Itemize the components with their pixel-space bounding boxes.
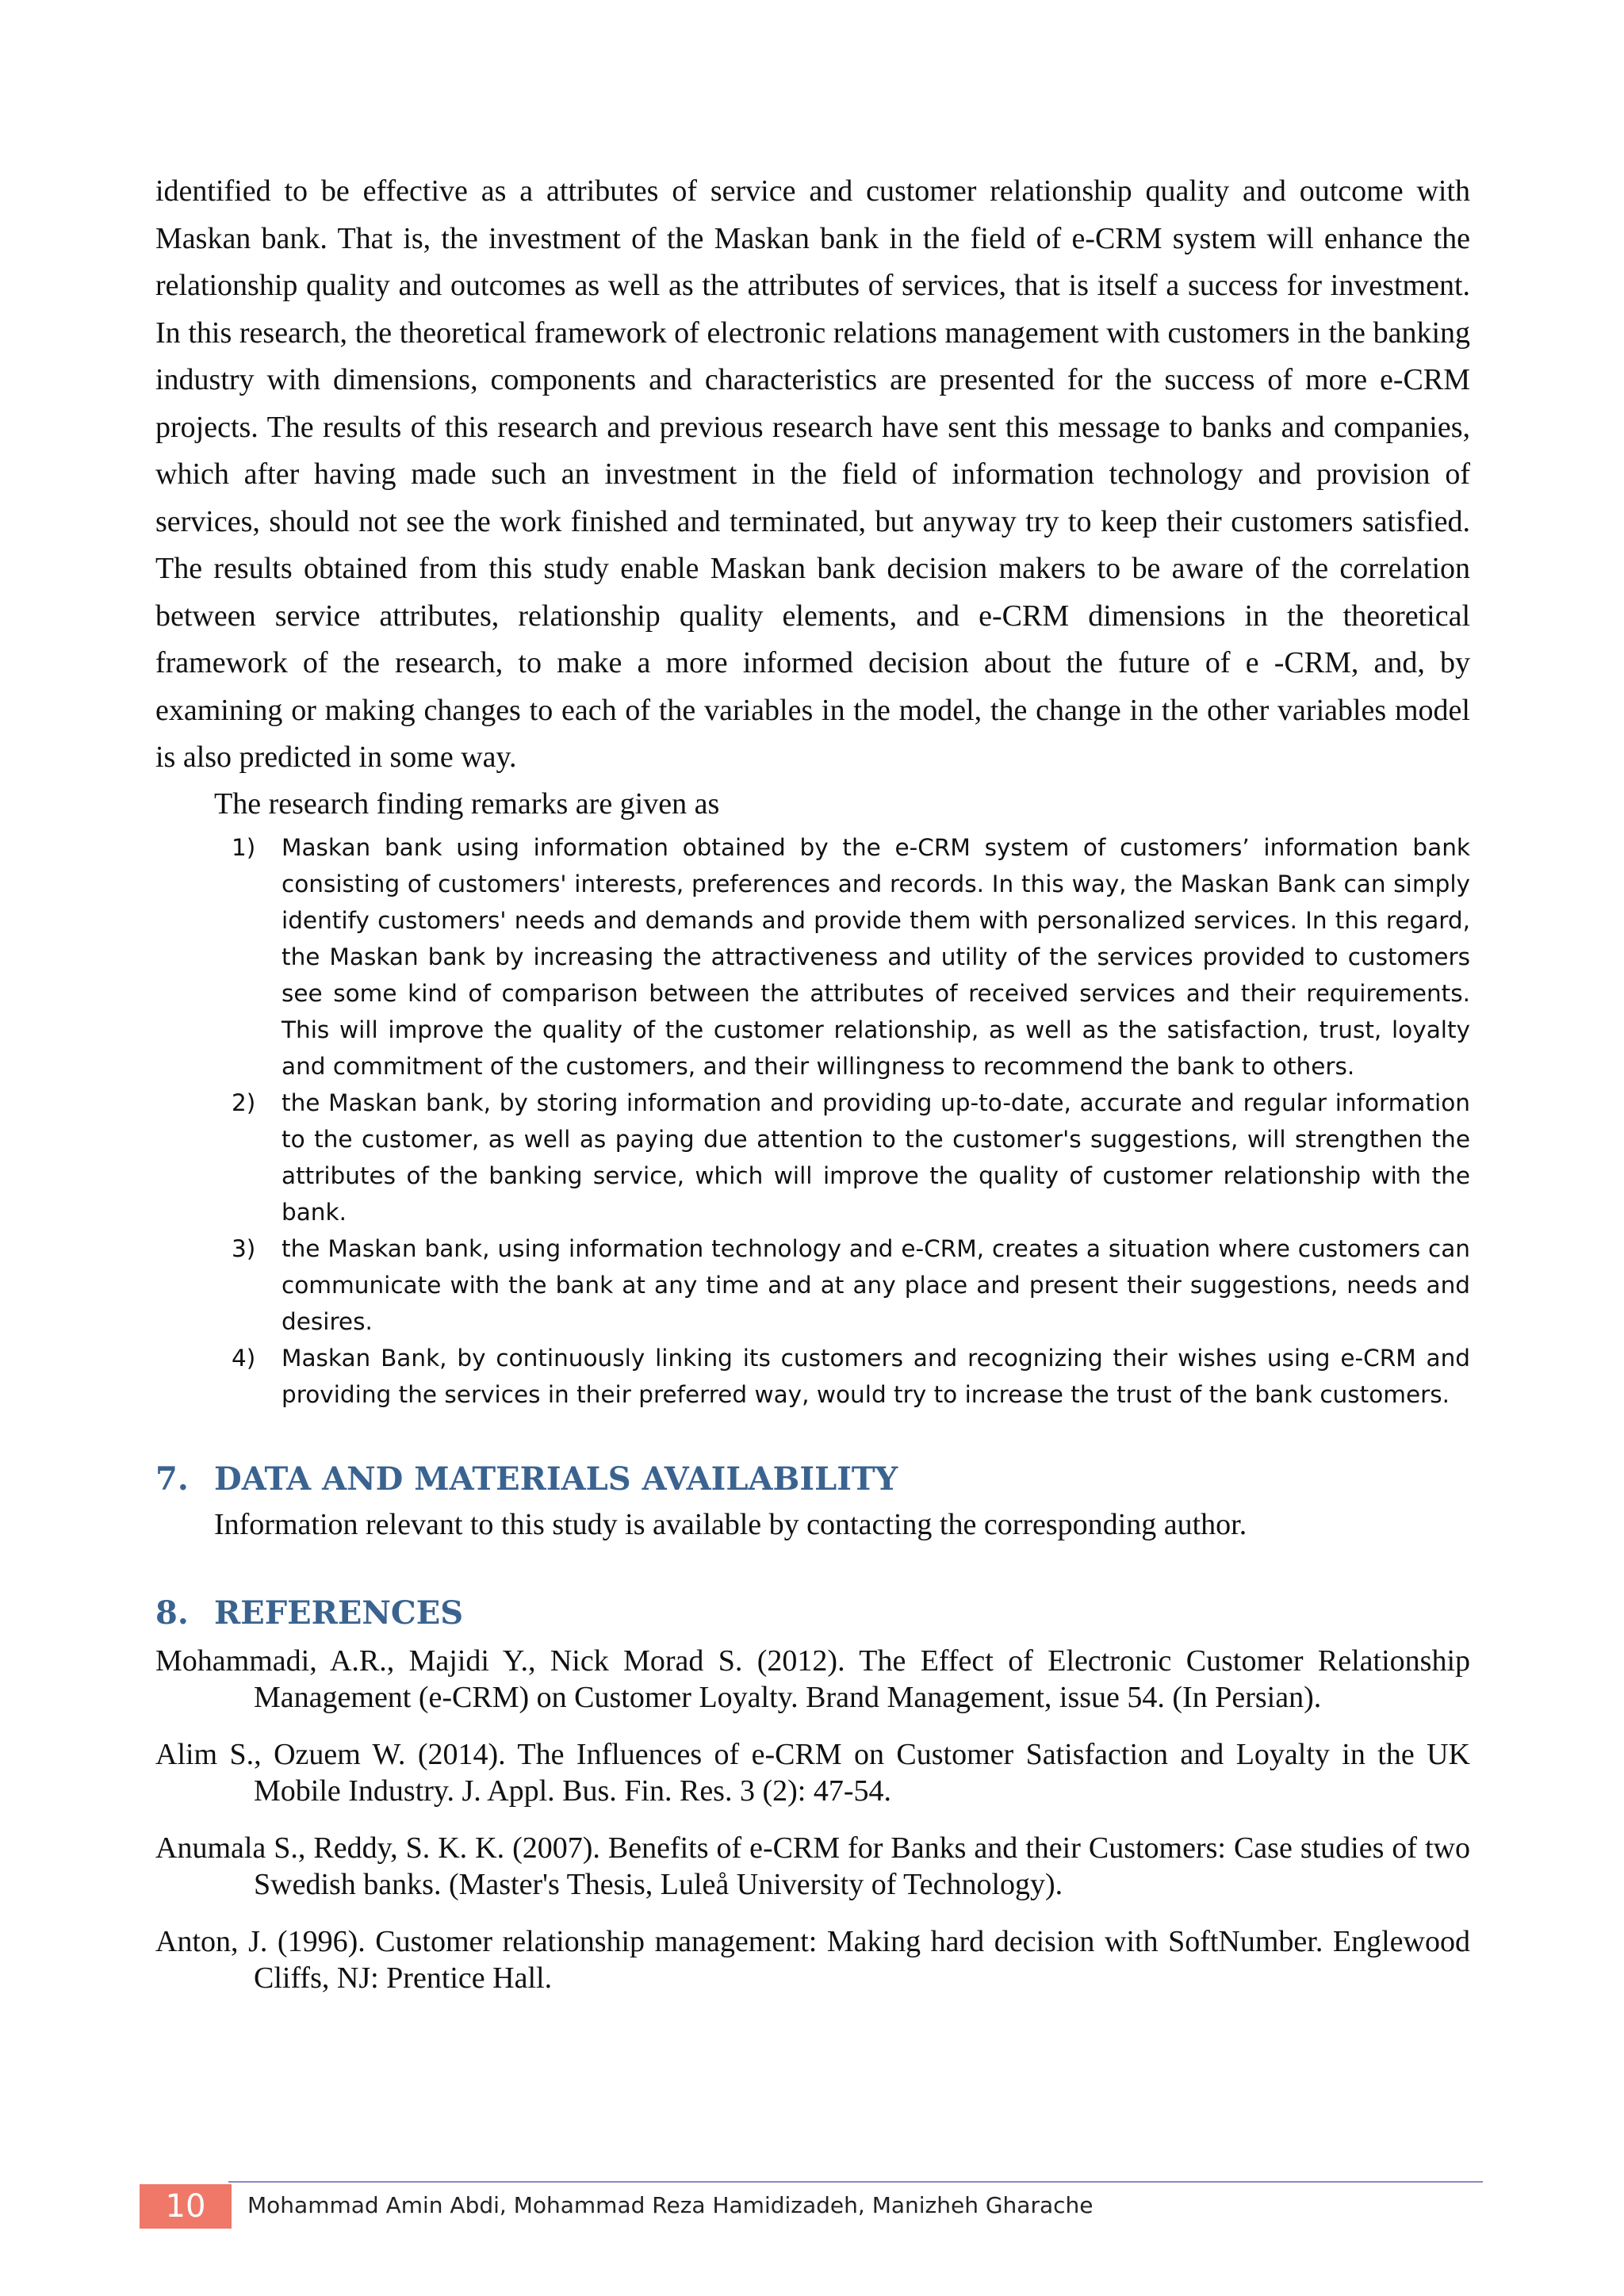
finding-item [155, 1085, 1470, 1230]
section-heading-data-availability [155, 1460, 1470, 1498]
finding-number: 3) [232, 1234, 256, 1262]
footer-divider [228, 2181, 1483, 2183]
footer-authors: Mohammad Amin Abdi, Mohammad Reza Hamidizadeh, Manizheh Gharache [247, 2192, 1094, 2218]
body-paragraph: identified to be effective as a attributes of service and customer relationship quality and outcome with Maskan bank. That is, the investment of the Maskan bank in the field of e-CRM system will enhance the relationship quality and outcomes as well as the attributes of services, that is itself a success for investment. In this research, the theoretical framework of electronic relations management with customers in the banking industry with dimensions, components and characteristics are presented for the success of more e-CRM projects. The results of this research and previous research have sent this message to banks and companies, which after having made such an investment in the field of information technology and provision of services, should not see the work finished and terminated, but anyway try to keep their customers satisfied. The results obtained from this study enable Maskan bank decision makers to be aware of the correlation between service attributes, relationship quality elements, and e-CRM dimensions in the theoretical framework of the research, to make a more informed decision about the future of e -CRM, and, by examining or making changes to each of the variables in the model, the change in the other variables model is also predicted in some way. [155, 174, 1470, 774]
finding-number: 2) [232, 1089, 256, 1116]
finding-text: Maskan Bank, by continuously linking its customers and recognizing their wishes using e-CRM and providing the services in their preferred way, would try to increase the trust of the bank customers. [282, 1344, 1470, 1408]
page-content [155, 168, 1470, 2017]
reference-item: Mohammadi, A.R., Majidi Y., Nick Morad S. (2012). The Effect of Electronic Customer Relationship Management (e-CRM) on Customer Loyalty. Brand Management, issue 54. (In Persian). [155, 1644, 1470, 1714]
section-title: DATA AND MATERIALS AVAILABILITY [214, 1460, 898, 1498]
page-number: 10 [140, 2184, 232, 2229]
availability-statement: Information relevant to this study is available by contacting the corresponding author. [214, 1507, 1247, 1541]
finding-text: the Maskan bank, using information technology and e-CRM, creates a situation where customers can communicate with the bank at any time and at any place and present their suggestions, needs and desires. [282, 1234, 1470, 1335]
section-number: 7. [155, 1460, 189, 1498]
finding-item [155, 1340, 1470, 1413]
finding-item [155, 829, 1470, 1085]
finding-text: the Maskan bank, by storing information and providing up-to-date, accurate and regular information to the customer, as well as paying due attention to the customer's suggestions, will strengthen the attributes of the banking service, which will improve the quality of customer relationship with the bank. [282, 1089, 1470, 1226]
findings-list [155, 829, 1470, 1413]
reference-item: Anton, J. (1996). Customer relationship management: Making hard decision with SoftNumber. Englewood Cliffs, NJ: Prentice Hall. [155, 1924, 1470, 1995]
remarks-intro: The research finding remarks are given as [214, 786, 720, 821]
reference-item: Anumala S., Reddy, S. K. K. (2007). Benefits of e-CRM for Banks and their Customers: Case studies of two Swedish banks. (Master's Thesis, Luleå University of Technology). [155, 1831, 1470, 1901]
section-number: 8. [155, 1594, 189, 1632]
finding-number: 4) [232, 1344, 256, 1372]
references-list [155, 1643, 1470, 1996]
finding-number: 1) [232, 833, 256, 861]
finding-item [155, 1230, 1470, 1340]
section-heading-references [155, 1594, 1470, 1632]
finding-text: Maskan bank using information obtained by the e-CRM system of customers’ information bank consisting of customers' interests, preferences and records. In this way, the Maskan Bank can simply identify customers' needs and demands and provide them with personalized services. In this regard, the Maskan bank by increasing the attractiveness and utility of the services provided to customers see some kind of comparison between the attributes of received services and their requirements. This will improve the quality of the customer relationship, as well as the satisfaction, trust, loyalty and commitment of the customers, and their willingness to recommend the bank to others. [282, 833, 1470, 1080]
reference-item: Alim S., Ozuem W. (2014). The Influences of e-CRM on Customer Satisfaction and Loyalty in the UK Mobile Industry. J. Appl. Bus. Fin. Res. 3 (2): 47-54. [155, 1737, 1470, 1808]
section-title: REFERENCES [214, 1594, 464, 1632]
